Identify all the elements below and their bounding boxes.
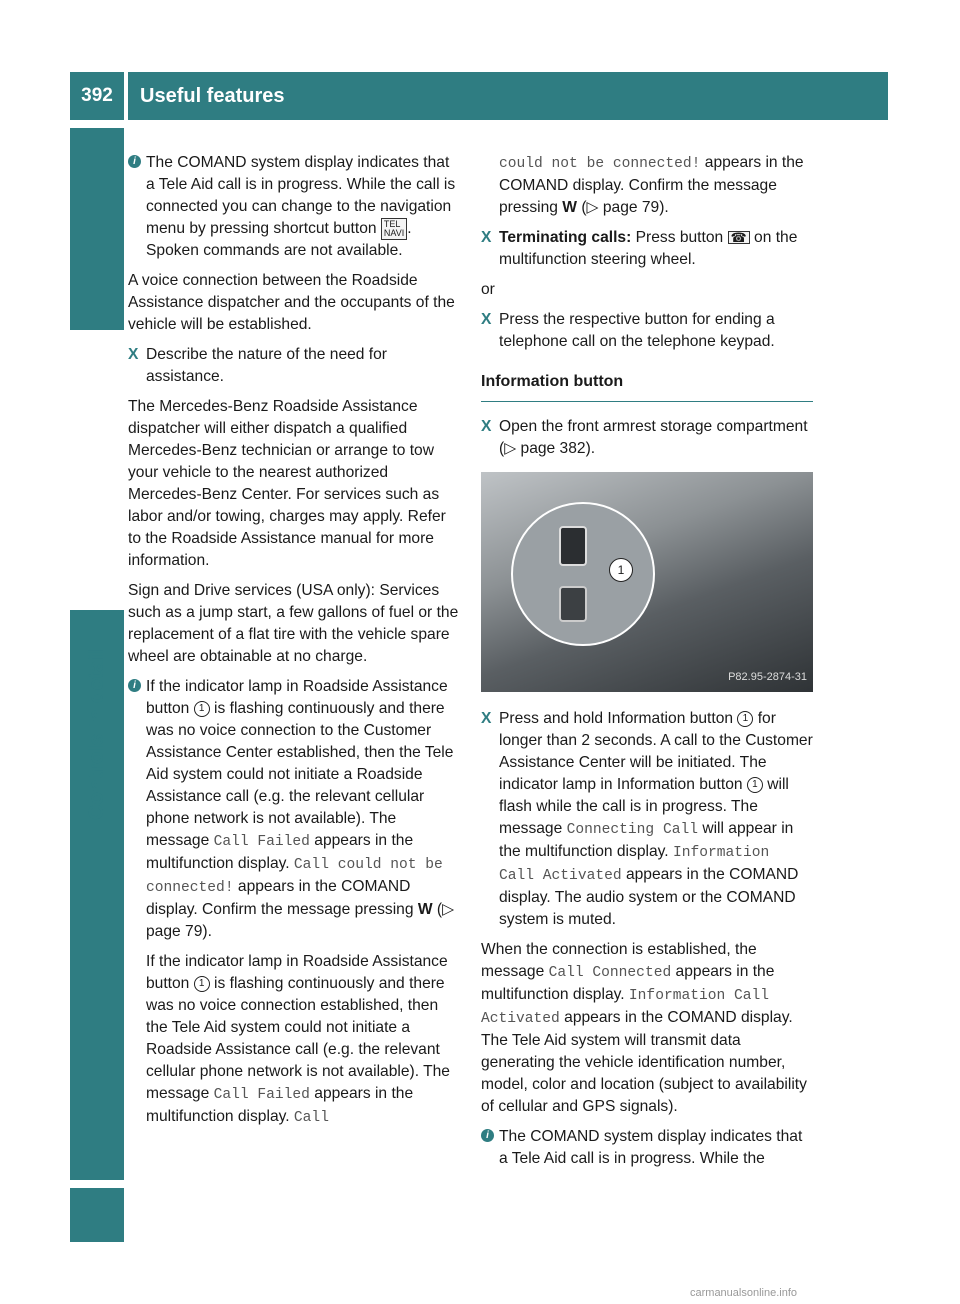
info-note-tele-aid-repeat: i The COMAND system display indicates that a Tele Aid call is in progress. While the — [481, 1126, 813, 1170]
arrow-icon: X — [481, 229, 492, 246]
callout-number: 1 — [194, 701, 210, 717]
paragraph-sign-and-drive: Sign and Drive services (USA only): Services such as a jump start, a few gallons of fuel or the replacement of a flat tire with the vehicle spare wheel are obtainable at no charge. — [128, 582, 459, 666]
armrest-photo — [481, 472, 813, 692]
info-icon: i — [128, 679, 141, 692]
side-chapter-label: Controls in detail — [85, 648, 108, 820]
paragraph-roadside-dispatcher: The Mercedes-Benz Roadside Assistance dispatcher will either dispatch a qualified Mercedes-Benz technician or arrange to tow your vehicle to the nearest authorized Mercedes-Benz Center. For services such as labor and/or towing, charges may apply. Refer to the Roadside Assistance manual for more information. — [128, 398, 446, 570]
info-note-indicator-lamp: i If the indicator lamp in Roadside Assistance button 1 is flashing continuously and there was no voice connection to the Customer Assistance Center established, then the Tele Aid system could not initiate a Roadside Assistance call (e.g. the relevant cellular phone network is not available). The message Call Failed appears in the multifunction display. Call could not be connected! appears in the COMAND display. Confirm the message pressing W (▷ page 79). — [128, 676, 460, 943]
right-column — [481, 152, 813, 1178]
page-title: Useful features — [128, 72, 888, 120]
bullet-press-keypad: X Press the respective button for ending a telephone call on the telephone keypad. — [481, 311, 775, 350]
bullet-open-armrest: X Open the front armrest storage compartment (▷ page 382). — [481, 418, 808, 457]
callout-number: 1 — [194, 976, 210, 992]
bullet-press-hold-info: X Press and hold Information button 1 for longer than 2 seconds. A call to the Customer Assistance Center will be initiated. The indicator lamp in Information button 1 will flash while the call is in progress. The message Connecting Call will appear in the multifunction display. Information Call Activated appears in the COMAND display. The audio system or the COMAND system is muted. — [481, 710, 813, 928]
callout-number: 1 — [737, 711, 753, 727]
paragraph-indicator-continued: If the indicator lamp in Roadside Assistance button 1 is flashing continuously and there was no voice connection established, then the Tele Aid system could not initiate a Roadside Assistance call (e.g. the relevant cellular phone network is not available). The message Call Failed appears in the multifunction display. Call — [146, 953, 450, 1127]
info-note-tele-aid: i The COMAND system display indicates that a Tele Aid call is in progress. While the call is connected you can change to the navigation menu by pressing shortcut button TEL NAVI . Spoken commands are not available. — [128, 152, 460, 262]
tel-navi-key-icon: TEL NAVI — [381, 218, 407, 240]
arrow-icon: X — [128, 346, 139, 364]
paragraph-voice-connection: A voice connection between the Roadside Assistance dispatcher and the occupants of the vehicle will be established. — [128, 272, 455, 334]
roadside-button-icon — [559, 586, 587, 622]
callout-number: 1 — [747, 777, 763, 793]
photo-caption: P82.95-2874-31 — [728, 671, 807, 683]
bullet-describe-need: X Describe the nature of the need for assistance. — [128, 346, 387, 386]
arrow-icon: X — [481, 418, 492, 435]
bullet-terminating-calls: X Terminating calls: Press button ☎ on the multifunction steering wheel. — [481, 229, 798, 268]
watermark: carmanualsonline.info — [690, 1287, 798, 1299]
paragraph-connection-established: When the connection is established, the message Call Connected appears in the multifunction display. Information Call Activated appears in the COMAND display. The Tele Aid system will transmit data generating the vehicle identification number, model, color and location (subject to availability of cellular and GPS signals). — [481, 941, 807, 1115]
paragraph-continuation: could not be connected! appears in the COMAND display. Confirm the message pressing W (▷ page 79). — [499, 154, 804, 216]
info-icon: i — [481, 1129, 494, 1142]
information-button-icon — [559, 526, 587, 566]
left-column — [128, 152, 460, 1137]
controller-knob-icon: W — [417, 901, 433, 919]
photo-callout: 1 — [609, 558, 633, 582]
side-bar-square — [70, 1188, 124, 1242]
end-call-icon: ☎ — [728, 231, 750, 244]
info-icon: i — [128, 155, 141, 168]
arrow-icon: X — [481, 710, 492, 727]
controller-knob-icon: W — [562, 199, 577, 216]
arrow-icon: X — [481, 311, 492, 328]
section-heading-information-button: Information button — [481, 371, 813, 402]
page-number: 392 — [70, 72, 124, 120]
or-separator: or — [481, 281, 495, 298]
zoom-detail-circle — [511, 502, 655, 646]
